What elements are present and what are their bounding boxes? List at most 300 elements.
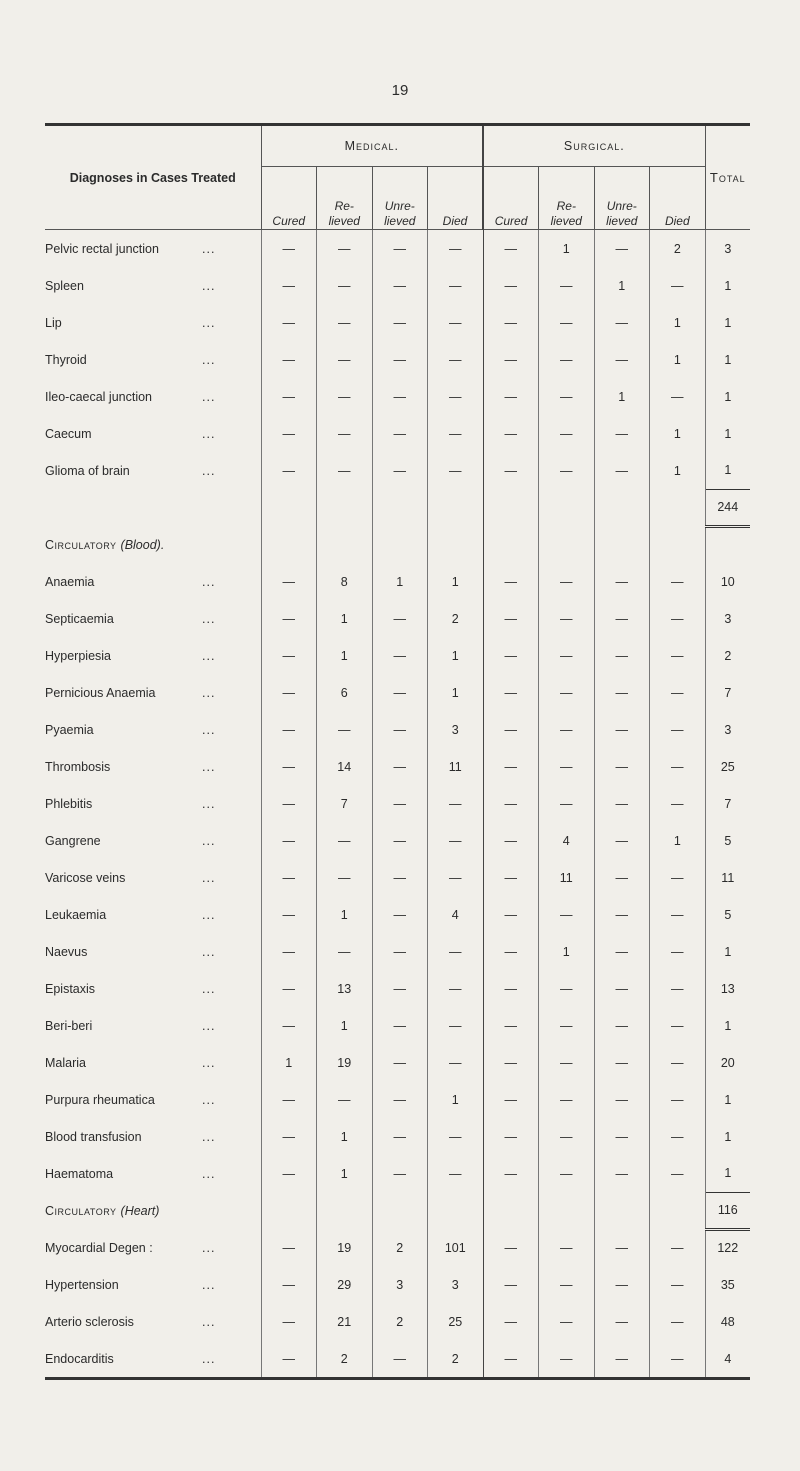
table-cell: — (539, 1044, 595, 1081)
leader-dots: ... (202, 796, 216, 811)
table-cell: — (428, 859, 484, 896)
table-row (45, 785, 750, 822)
medical-group-header: Medical. (261, 125, 483, 167)
table-cell: — (594, 933, 650, 970)
table-cell: — (261, 341, 317, 378)
surgical-group-header: Surgical. (483, 125, 705, 167)
diagnosis-label: Gangrene (45, 833, 101, 848)
table-cell: 6 (317, 674, 373, 711)
table-row (45, 1229, 750, 1266)
leader-dots: ... (202, 685, 216, 700)
diagnosis-label: Pelvic rectal junction (45, 241, 159, 256)
table-cell: — (483, 304, 539, 341)
table-cell: — (539, 341, 595, 378)
table-cell: 1 (317, 1007, 373, 1044)
subtotal-row (45, 489, 750, 526)
table-cell: — (261, 674, 317, 711)
table-cell: — (261, 896, 317, 933)
section-header-row (45, 1192, 750, 1229)
leader-dots: ... (202, 463, 216, 478)
table-cell: — (372, 970, 428, 1007)
table-row (45, 230, 750, 268)
table-cell: — (594, 1303, 650, 1340)
table-cell: 8 (317, 563, 373, 600)
table-cell: — (261, 859, 317, 896)
table-cell: — (261, 378, 317, 415)
table-cell: — (428, 415, 484, 452)
table-cell: — (261, 1118, 317, 1155)
row-total: 5 (705, 896, 750, 933)
table-row (45, 859, 750, 896)
leader-dots: ... (202, 1314, 216, 1329)
table-row (45, 896, 750, 933)
row-total: 1 (705, 1118, 750, 1155)
leader-dots: ... (202, 648, 216, 663)
table-cell: — (261, 452, 317, 489)
leader-dots: ... (202, 1129, 216, 1144)
table-cell: — (539, 896, 595, 933)
table-cell: — (261, 600, 317, 637)
table-cell: 4 (428, 896, 484, 933)
section-subtitle: (Heart) (120, 1203, 160, 1218)
row-total: 7 (705, 785, 750, 822)
leader-dots: ... (202, 611, 216, 626)
diagnosis-label: Ileo-caecal junction (45, 389, 153, 404)
table-cell: — (594, 711, 650, 748)
diagnosis-label: Pyaemia (45, 722, 94, 737)
row-total: 13 (705, 970, 750, 1007)
table-cell: — (650, 933, 706, 970)
row-total: 1 (705, 341, 750, 378)
row-total: 7 (705, 674, 750, 711)
table-cell: — (483, 637, 539, 674)
table-cell: — (483, 748, 539, 785)
table-row (45, 933, 750, 970)
table-cell: — (483, 1266, 539, 1303)
table-cell: 11 (539, 859, 595, 896)
table-cell: — (483, 785, 539, 822)
table-cell: 1 (650, 415, 706, 452)
table-cell: — (261, 563, 317, 600)
table-row (45, 1155, 750, 1192)
table-cell: — (483, 341, 539, 378)
table-cell: — (539, 1229, 595, 1266)
diagnoses-table (45, 123, 750, 1380)
table-cell: — (483, 415, 539, 452)
table-cell: — (650, 1155, 706, 1192)
table-cell: 101 (428, 1229, 484, 1266)
row-total: 1 (705, 452, 750, 489)
table-cell: 21 (317, 1303, 373, 1340)
table-cell: — (483, 1303, 539, 1340)
table-cell: — (372, 674, 428, 711)
diagnosis-label: Septicaemia (45, 611, 114, 626)
leader-dots: ... (202, 870, 216, 885)
table-cell: — (372, 1007, 428, 1044)
subcolumn-header: Unre- lieved (372, 167, 428, 230)
table-cell: — (594, 1044, 650, 1081)
table-row (45, 1340, 750, 1379)
table-row (45, 452, 750, 489)
table-cell: 14 (317, 748, 373, 785)
row-total: 5 (705, 822, 750, 859)
section-subtitle: (Blood). (120, 537, 165, 552)
table-cell: — (539, 1340, 595, 1379)
table-cell: — (650, 1229, 706, 1266)
subcolumn-header: Died (650, 167, 706, 230)
diagnosis-label: Malaria (45, 1055, 86, 1070)
table-cell: — (539, 1081, 595, 1118)
table-cell: — (372, 785, 428, 822)
table-cell: 1 (428, 637, 484, 674)
leader-dots: ... (202, 1166, 216, 1181)
table-cell: — (594, 637, 650, 674)
table-cell: — (483, 600, 539, 637)
table-cell: 2 (317, 1340, 373, 1379)
table-cell: — (372, 230, 428, 268)
table-cell: — (483, 1229, 539, 1266)
table-cell: — (261, 267, 317, 304)
table-cell: — (483, 1155, 539, 1192)
diagnosis-label: Caecum (45, 426, 92, 441)
leader-dots: ... (202, 241, 216, 256)
table-cell: — (261, 1081, 317, 1118)
table-cell: — (594, 452, 650, 489)
table-cell: — (372, 1044, 428, 1081)
table-cell: 2 (372, 1229, 428, 1266)
table-cell: 1 (428, 563, 484, 600)
diagnosis-label: Spleen (45, 278, 84, 293)
table-cell: — (539, 711, 595, 748)
leader-dots: ... (202, 1018, 216, 1033)
table-cell: — (483, 896, 539, 933)
table-cell: — (372, 452, 428, 489)
table-row (45, 970, 750, 1007)
table-row (45, 711, 750, 748)
section-title: Circulatory (45, 537, 117, 552)
table-cell: — (317, 1081, 373, 1118)
table-cell: — (650, 1007, 706, 1044)
table-cell: — (539, 1155, 595, 1192)
table-row (45, 1118, 750, 1155)
table-cell: — (650, 563, 706, 600)
table-cell: 1 (317, 1118, 373, 1155)
table-cell: — (650, 1081, 706, 1118)
row-total: 20 (705, 1044, 750, 1081)
subtotal-value: 116 (705, 1192, 750, 1229)
table-cell: — (428, 785, 484, 822)
table-cell: — (594, 1266, 650, 1303)
table-cell: — (650, 1303, 706, 1340)
row-total: 1 (705, 304, 750, 341)
row-total: 1 (705, 267, 750, 304)
table-cell: — (483, 378, 539, 415)
table-cell: 2 (428, 1340, 484, 1379)
subcolumn-header: Died (428, 167, 484, 230)
leader-dots: ... (202, 981, 216, 996)
row-total: 1 (705, 1081, 750, 1118)
table-cell: — (594, 1229, 650, 1266)
table-cell: 1 (650, 304, 706, 341)
leader-dots: ... (202, 389, 216, 404)
table-cell: 2 (650, 230, 706, 268)
diagnosis-label: Haematoma (45, 1166, 114, 1181)
leader-dots: ... (202, 352, 216, 367)
row-total: 11 (705, 859, 750, 896)
table-cell: — (594, 896, 650, 933)
table-cell: — (594, 1007, 650, 1044)
table-cell: — (372, 859, 428, 896)
table-row (45, 1044, 750, 1081)
diagnosis-label: Anaemia (45, 574, 95, 589)
table-cell: — (483, 970, 539, 1007)
diagnosis-label: Phlebitis (45, 796, 93, 811)
table-cell: 3 (428, 1266, 484, 1303)
table-cell: 1 (594, 267, 650, 304)
table-cell: — (539, 1303, 595, 1340)
table-cell: — (372, 896, 428, 933)
table-cell: — (317, 933, 373, 970)
table-cell: — (650, 1340, 706, 1379)
table-cell: — (650, 674, 706, 711)
table-cell: — (539, 600, 595, 637)
table-row (45, 1303, 750, 1340)
table-cell: — (594, 822, 650, 859)
table-cell: — (261, 230, 317, 268)
table-cell: — (483, 711, 539, 748)
table-cell: — (539, 674, 595, 711)
leader-dots: ... (202, 315, 216, 330)
page-number: 19 (391, 82, 409, 99)
table-cell: — (483, 1044, 539, 1081)
table-row (45, 600, 750, 637)
row-total: 10 (705, 563, 750, 600)
table-cell: — (650, 1266, 706, 1303)
table-cell: — (594, 1155, 650, 1192)
table-cell: — (594, 304, 650, 341)
table-cell: — (650, 637, 706, 674)
total-column-header: Total (705, 125, 750, 230)
section-header-row (45, 526, 750, 563)
diagnosis-label: Beri-beri (45, 1018, 93, 1033)
table-cell: — (594, 970, 650, 1007)
leader-dots: ... (202, 1240, 216, 1255)
table-cell: — (594, 1118, 650, 1155)
table-cell: 13 (317, 970, 373, 1007)
table-cell: — (483, 563, 539, 600)
row-total: 4 (705, 1340, 750, 1379)
diagnosis-label: Thrombosis (45, 759, 111, 774)
table-cell: — (261, 1303, 317, 1340)
table-cell: — (428, 1007, 484, 1044)
table-cell: — (372, 378, 428, 415)
diagnosis-label: Glioma of brain (45, 463, 130, 478)
table-cell: 3 (372, 1266, 428, 1303)
table-row (45, 822, 750, 859)
table-cell: — (650, 378, 706, 415)
subcolumn-header: Cured (483, 167, 539, 230)
table-row (45, 674, 750, 711)
table-cell: — (261, 1007, 317, 1044)
table-row (45, 563, 750, 600)
diagnosis-label: Myocardial Degen : (45, 1240, 153, 1255)
table-cell: — (539, 378, 595, 415)
table-cell: — (539, 1266, 595, 1303)
table-cell: — (261, 933, 317, 970)
table-cell: 1 (428, 674, 484, 711)
table-cell: — (483, 267, 539, 304)
leader-dots: ... (202, 759, 216, 774)
table-row (45, 267, 750, 304)
table-cell: — (539, 563, 595, 600)
leader-dots: ... (202, 1277, 216, 1292)
table-cell: — (372, 1081, 428, 1118)
table-cell: — (650, 711, 706, 748)
table-row (45, 1007, 750, 1044)
table-cell: — (483, 822, 539, 859)
leader-dots: ... (202, 907, 216, 922)
table-cell: — (317, 304, 373, 341)
table-row (45, 304, 750, 341)
leader-dots: ... (202, 574, 216, 589)
table-cell: — (594, 748, 650, 785)
table-cell: — (650, 600, 706, 637)
table-cell: — (261, 748, 317, 785)
diagnosis-label: Hyperpiesia (45, 648, 112, 663)
table-cell: — (483, 933, 539, 970)
table-cell: 19 (317, 1044, 373, 1081)
table-cell: — (317, 267, 373, 304)
table-cell: — (650, 267, 706, 304)
table-cell: — (483, 230, 539, 268)
table-cell: — (539, 748, 595, 785)
table-cell: 29 (317, 1266, 373, 1303)
row-total: 3 (705, 600, 750, 637)
table-row (45, 1266, 750, 1303)
table-cell: — (372, 933, 428, 970)
table-cell: — (372, 637, 428, 674)
table-cell: — (539, 452, 595, 489)
diagnoses-column-header: Diagnoses in Cases Treated (45, 125, 261, 230)
table-cell: 1 (317, 896, 373, 933)
leader-dots: ... (202, 426, 216, 441)
diagnosis-label: Thyroid (45, 352, 87, 367)
table-cell: — (539, 970, 595, 1007)
table-cell: — (372, 600, 428, 637)
table-cell: — (317, 378, 373, 415)
table-cell: 1 (317, 600, 373, 637)
leader-dots: ... (202, 1351, 216, 1366)
table-cell: 1 (594, 378, 650, 415)
table-cell: — (594, 230, 650, 268)
table-row (45, 637, 750, 674)
table-cell: — (428, 970, 484, 1007)
table-cell: — (317, 452, 373, 489)
diagnosis-label: Hypertension (45, 1277, 119, 1292)
table-cell: — (428, 230, 484, 268)
table-cell: 3 (428, 711, 484, 748)
table-cell: — (428, 1155, 484, 1192)
table-cell: 1 (372, 563, 428, 600)
table-cell: — (594, 785, 650, 822)
table-cell: 19 (317, 1229, 373, 1266)
table-cell: 1 (539, 933, 595, 970)
leader-dots: ... (202, 278, 216, 293)
table-cell: — (261, 415, 317, 452)
table-cell: — (261, 1266, 317, 1303)
table-cell: — (317, 711, 373, 748)
table-cell: — (650, 1044, 706, 1081)
table-cell: — (372, 1155, 428, 1192)
subcolumn-header: Cured (261, 167, 317, 230)
table-cell: — (483, 1340, 539, 1379)
table-cell: 1 (650, 452, 706, 489)
table-cell: — (594, 674, 650, 711)
row-total: 1 (705, 415, 750, 452)
table-cell: — (483, 674, 539, 711)
table-cell: — (317, 230, 373, 268)
table-cell: 1 (317, 637, 373, 674)
table-cell: — (261, 822, 317, 859)
diagnosis-label: Leukaemia (45, 907, 107, 922)
table-cell: — (594, 341, 650, 378)
table-cell: — (428, 378, 484, 415)
table-cell: — (483, 1118, 539, 1155)
table-cell: — (428, 822, 484, 859)
table-cell: — (650, 859, 706, 896)
row-total: 1 (705, 378, 750, 415)
leader-dots: ... (202, 944, 216, 959)
row-total: 1 (705, 933, 750, 970)
table-cell: — (317, 859, 373, 896)
table-cell: 1 (428, 1081, 484, 1118)
table-cell: — (650, 785, 706, 822)
table-cell: 2 (428, 600, 484, 637)
table-row (45, 748, 750, 785)
table-cell: — (372, 822, 428, 859)
table-cell: 2 (372, 1303, 428, 1340)
table-row (45, 341, 750, 378)
table-cell: — (428, 1044, 484, 1081)
table-cell: — (261, 1155, 317, 1192)
table-cell: — (372, 267, 428, 304)
table-cell: 1 (650, 341, 706, 378)
table-cell: — (483, 452, 539, 489)
table-cell: — (428, 267, 484, 304)
table-row (45, 415, 750, 452)
diagnosis-label: Arterio sclerosis (45, 1314, 134, 1329)
table-cell: — (483, 859, 539, 896)
subtotal-value: 244 (705, 489, 750, 526)
table-cell: — (372, 711, 428, 748)
table-cell: — (261, 1229, 317, 1266)
row-total: 1 (705, 1007, 750, 1044)
subcolumn-header: Re- lieved (317, 167, 373, 230)
table-cell: — (650, 896, 706, 933)
leader-dots: ... (202, 1092, 216, 1107)
table-cell: 1 (650, 822, 706, 859)
table-cell: — (261, 1340, 317, 1379)
diagnosis-label: Varicose veins (45, 870, 126, 885)
table-cell: — (261, 970, 317, 1007)
section-title: Circulatory (45, 1203, 117, 1218)
table-cell: — (483, 1081, 539, 1118)
table-cell: — (650, 1118, 706, 1155)
table-cell: — (372, 1118, 428, 1155)
table-cell: 11 (428, 748, 484, 785)
table-cell: — (539, 304, 595, 341)
table-cell: 1 (317, 1155, 373, 1192)
